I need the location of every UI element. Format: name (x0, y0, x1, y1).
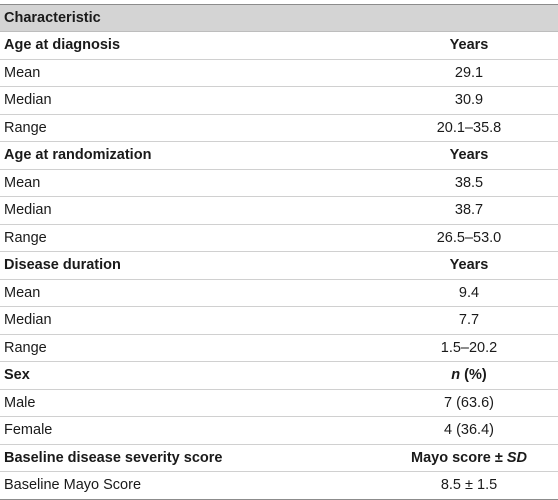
row-value: 8.5 ± 1.5 (440, 477, 498, 494)
row-value: 4 (36.4) (444, 422, 494, 439)
table-row (0, 225, 558, 253)
row-value: Years (449, 37, 489, 54)
row-label: Baseline disease severity score (4, 449, 223, 466)
row-value: 38.7 (454, 202, 484, 219)
table-row (0, 170, 558, 198)
table-row (0, 417, 558, 445)
table-row (0, 32, 558, 60)
row-value (380, 367, 558, 383)
row-label: Median (4, 92, 52, 109)
row-value: 38.5 (454, 174, 484, 191)
row-value: 7 (63.6) (444, 394, 494, 411)
row-value: 9.4 (458, 284, 480, 301)
row-value: 29.1 (454, 64, 484, 81)
table-row (0, 142, 558, 170)
row-value: 20.1–35.8 (436, 119, 502, 136)
value-n: n (451, 367, 461, 384)
table-header (0, 5, 558, 32)
header-characteristic: Characteristic (4, 10, 101, 26)
row-label: Sex (4, 367, 30, 384)
row-label: Mean (4, 64, 41, 81)
row-label: Female (4, 422, 53, 439)
row-value: Years (449, 257, 489, 274)
table-row (0, 87, 558, 115)
row-value: Years (449, 147, 489, 164)
row-value: 30.9 (454, 92, 484, 109)
row-value: 7.7 (458, 312, 480, 329)
row-label: Male (4, 394, 36, 411)
table-row (0, 472, 558, 500)
row-label: Mean (4, 174, 41, 191)
table-row (0, 197, 558, 225)
row-label: Median (4, 202, 52, 219)
table-row (0, 280, 558, 308)
row-label: Range (4, 339, 47, 356)
table-row (0, 390, 558, 418)
table-row (0, 252, 558, 280)
table-row (0, 362, 558, 390)
row-label: Age at randomization (4, 147, 152, 164)
table-row (0, 445, 558, 473)
value-mayo: Mayo score ± (411, 449, 507, 466)
table-row (0, 307, 558, 335)
value-percent: (%) (460, 367, 487, 384)
row-label: Range (4, 119, 47, 136)
value-sd: SD (506, 449, 527, 466)
row-label: Age at diagnosis (4, 37, 121, 54)
row-label: Disease duration (4, 257, 121, 274)
row-label: Baseline Mayo Score (4, 477, 142, 494)
row-value (380, 450, 558, 466)
row-label: Median (4, 312, 52, 329)
row-label: Mean (4, 284, 41, 301)
row-value: 26.5–53.0 (436, 229, 502, 246)
table-row (0, 115, 558, 143)
row-label: Range (4, 229, 47, 246)
table-row (0, 60, 558, 88)
row-value: 1.5–20.2 (440, 339, 498, 356)
table-row (0, 335, 558, 363)
